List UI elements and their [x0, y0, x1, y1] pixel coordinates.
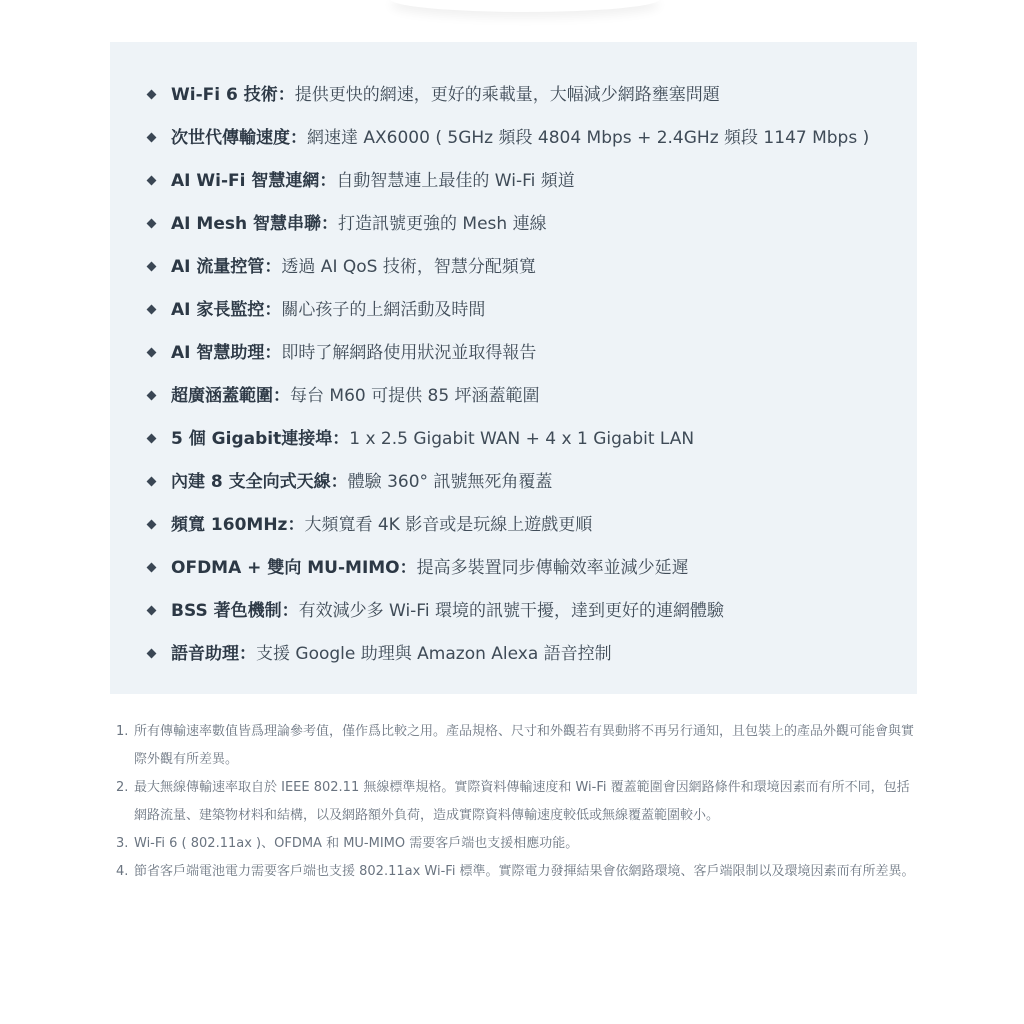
- feature-separator: ：: [330, 472, 348, 492]
- feature-item: [148, 258, 917, 301]
- feature-description: 網速達 AX6000 ( 5GHz 頻段 4804 Mbps + 2.4GHz 頻段 1147 Mbps ): [307, 128, 870, 148]
- feature-separator: ：: [264, 257, 282, 277]
- feature-description: 支援 Google 助理與 Amazon Alexa 語音控制: [256, 644, 612, 664]
- feature-separator: ：: [264, 300, 282, 320]
- feature-separator: ：: [332, 429, 350, 449]
- footnote-text: 最大無線傳輸速率取自於 IEEE 802.11 無線標準規格。實際資料傳輸速度和 Wi-Fi 覆蓋範圍會因網路條件和環境因素而有所不同，包括網路流量、建築物材料和結構，以及網路額外負荷，造成實際資料傳輸速度較低或無線覆蓋範圍較小。: [134, 780, 910, 823]
- diamond-bullet-icon: [147, 520, 157, 530]
- diamond-bullet-icon: [147, 176, 157, 186]
- feature-item: [148, 387, 917, 430]
- feature-label: OFDMA + 雙向 MU-MIMO: [171, 558, 400, 578]
- feature-label: AI Mesh 智慧串聯: [171, 214, 321, 234]
- feature-item: [148, 301, 917, 344]
- footnote-number: 4.: [116, 864, 129, 879]
- feature-item: [148, 86, 917, 129]
- feature-item: [148, 215, 917, 258]
- diamond-bullet-icon: [147, 305, 157, 315]
- diamond-bullet-icon: [147, 133, 157, 143]
- feature-label: 超廣涵蓋範圍: [171, 386, 273, 406]
- feature-label: BSS 著色機制: [171, 601, 282, 621]
- feature-separator: ：: [290, 128, 307, 148]
- feature-description: 透過 AI QoS 技術，智慧分配頻寬: [281, 257, 536, 277]
- diamond-bullet-icon: [147, 219, 157, 229]
- feature-label: 內建 8 支全向式天線: [171, 472, 331, 492]
- diamond-bullet-icon: [147, 477, 157, 487]
- feature-label: Wi-Fi 6 技術: [171, 85, 278, 105]
- feature-label: 次世代傳輸速度: [171, 128, 290, 148]
- feature-item: [148, 516, 917, 559]
- diamond-bullet-icon: [147, 563, 157, 573]
- feature-description: 打造訊號更強的 Mesh 連線: [338, 214, 547, 234]
- feature-description: 大頻寬看 4K 影音或是玩線上遊戲更順: [304, 515, 593, 535]
- feature-item: [148, 559, 917, 602]
- diamond-bullet-icon: [147, 348, 157, 358]
- feature-list: [148, 86, 917, 688]
- feature-item: [148, 473, 917, 516]
- footnote-text: Wi-Fi 6 ( 802.11ax )、OFDMA 和 MU-MIMO 需要客戶端也支援相應功能。: [134, 836, 579, 851]
- diamond-bullet-icon: [147, 649, 157, 659]
- diamond-bullet-icon: [147, 90, 157, 100]
- feature-separator: ：: [281, 601, 299, 621]
- feature-separator: ：: [264, 343, 282, 363]
- footnote-text: 節省客戶端電池電力需要客戶端也支援 802.11ax Wi-Fi 標準。實際電力發揮結果會依網路環境、客戶端限制以及環境因素而有所差異。: [134, 864, 915, 879]
- feature-description: 提高多裝置同步傳輸效率並減少延遲: [416, 558, 689, 578]
- feature-description: 提供更快的網速，更好的乘載量，大幅減少網路壅塞問題: [294, 85, 720, 105]
- feature-separator: ：: [287, 515, 305, 535]
- top-card-shadow: [390, 0, 660, 12]
- diamond-bullet-icon: [147, 391, 157, 401]
- feature-item: [148, 602, 917, 645]
- feature-description: 即時了解網路使用狀況並取得報告: [281, 343, 537, 363]
- feature-description: 關心孩子的上網活動及時間: [281, 300, 486, 320]
- footnote-item: [116, 858, 916, 886]
- feature-description: 每台 M60 可提供 85 坪涵蓋範圍: [290, 386, 540, 406]
- feature-separator: ：: [399, 558, 417, 578]
- feature-description: 有效減少多 Wi-Fi 環境的訊號干擾，達到更好的連網體驗: [298, 601, 724, 621]
- feature-separator: ：: [277, 85, 295, 105]
- footnotes-list: [116, 718, 916, 886]
- feature-separator: ：: [273, 386, 290, 406]
- feature-label: AI 家長監控: [171, 300, 265, 320]
- feature-description: 體驗 360° 訊號無死角覆蓋: [347, 472, 553, 492]
- feature-label: 語音助理: [171, 644, 239, 664]
- diamond-bullet-icon: [147, 606, 157, 616]
- feature-label: AI 流量控管: [171, 257, 265, 277]
- feature-label: AI Wi-Fi 智慧連網: [171, 171, 320, 191]
- feature-item: [148, 430, 917, 473]
- feature-separator: ：: [319, 171, 337, 191]
- feature-label: 5 個 Gigabit連接埠: [171, 429, 333, 449]
- feature-item: [148, 172, 917, 215]
- feature-item: [148, 344, 917, 387]
- feature-item: [148, 645, 917, 688]
- footnote-item: [116, 774, 916, 830]
- feature-panel: [110, 42, 917, 694]
- feature-description: 1 x 2.5 Gigabit WAN + 4 x 1 Gigabit LAN: [349, 429, 695, 449]
- footnote-number: 1.: [116, 724, 129, 739]
- footnote-text: 所有傳輸速率數值皆爲理論參考值，僅作爲比較之用。產品規格、尺寸和外觀若有異動將不再另行通知，且包裝上的產品外觀可能會與實際外觀有所差異。: [134, 724, 915, 767]
- feature-label: AI 智慧助理: [171, 343, 265, 363]
- feature-label: 頻寬 160MHz: [171, 515, 288, 535]
- diamond-bullet-icon: [147, 434, 157, 444]
- feature-item: [148, 129, 917, 172]
- footnote-number: 2.: [116, 780, 129, 795]
- footnote-item: [116, 830, 916, 858]
- feature-description: 自動智慧連上最佳的 Wi-Fi 頻道: [336, 171, 575, 191]
- feature-separator: ：: [239, 644, 256, 664]
- feature-separator: ：: [321, 214, 338, 234]
- footnote-item: [116, 718, 916, 774]
- diamond-bullet-icon: [147, 262, 157, 272]
- footnote-number: 3.: [116, 836, 129, 851]
